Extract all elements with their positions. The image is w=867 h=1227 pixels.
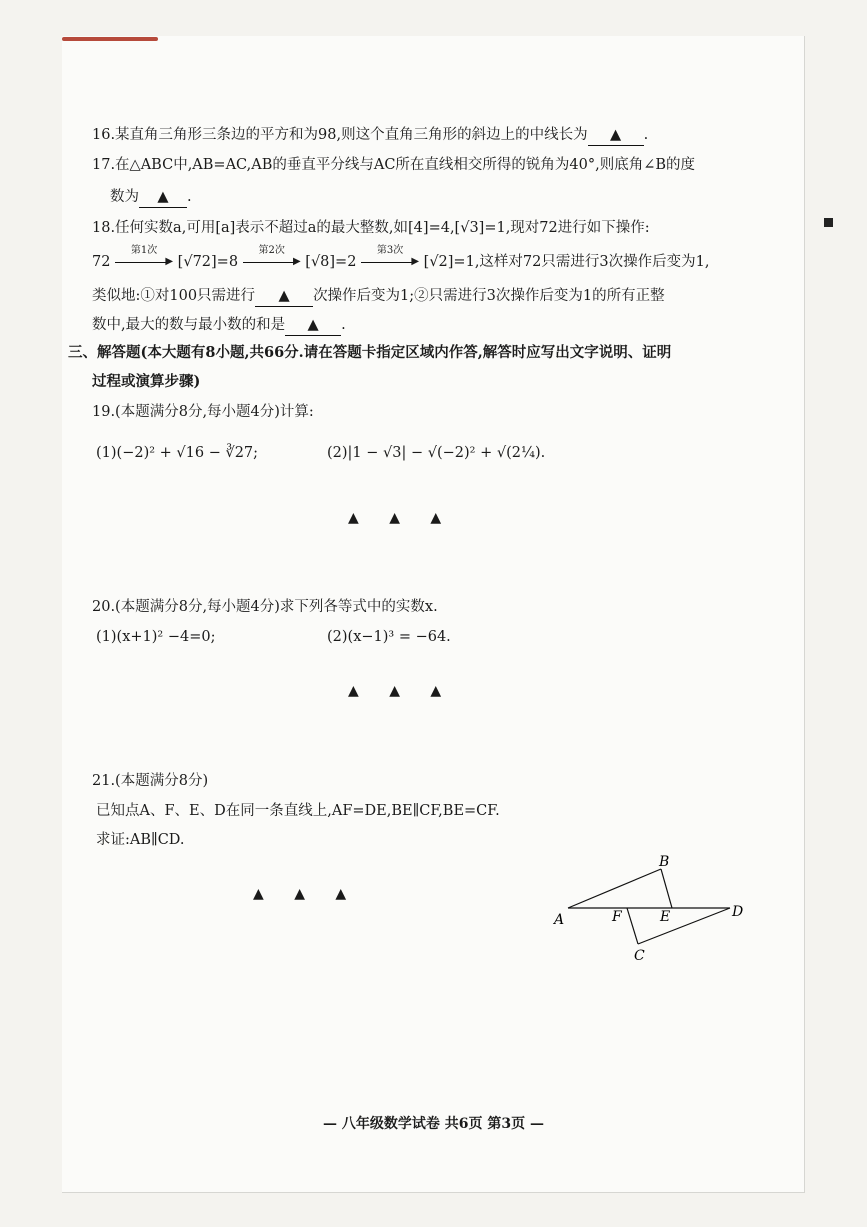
question-19-title: 19.(本题满分8分,每小题4分)计算: <box>92 404 314 420</box>
segment-CF <box>627 908 638 944</box>
label-E: E <box>660 909 671 925</box>
segment-DC <box>638 908 730 944</box>
question-19-part2: (2)|1 − √3| − √(−2)² + √(2¼). <box>327 445 546 461</box>
question-20-title: 20.(本题满分8分,每小题4分)求下列各等式中的实数x. <box>92 599 438 615</box>
question-19-part1: (1)(−2)² + √16 − ∛27; <box>96 445 259 461</box>
operation-arrow-2: 第2次 ▶ <box>243 255 301 269</box>
answer-placeholder-21: ▲ ▲ ▲ <box>253 886 347 902</box>
section-3-header: 三、解答题(本大题有8小题,共66分.请在答题卡指定区域内作答,解答时应写出文字说明、证明 <box>68 344 672 361</box>
question-18-line3: 类似地:①对100只需进行 ▲ 次操作后变为1;②只需进行3次操作后变为1的所有正整 <box>92 286 665 307</box>
label-B: B <box>659 854 670 870</box>
question-17-line2: 数为 ▲ . <box>110 187 192 208</box>
question-20-part1: (1)(x+1)² −4=0; <box>96 629 216 645</box>
question-21-title: 21.(本题满分8分) <box>92 773 209 789</box>
question-21-given: 已知点A、F、E、D在同一条直线上,AF=DE,BE∥CF,BE=CF. <box>96 803 500 819</box>
question-21-prove: 求证:AB∥CD. <box>96 832 185 848</box>
answer-blank-18-2: ▲ <box>285 315 341 336</box>
answer-blank-17: ▲ <box>139 187 187 208</box>
label-F: F <box>612 909 622 925</box>
side-mark-decoration <box>824 218 833 227</box>
question-16-text: 16.某直角三角形三条边的平方和为98,则这个直角三角形的斜边上的中线长为 <box>92 127 588 143</box>
red-mark-decoration <box>62 37 158 41</box>
answer-blank-18-1: ▲ <box>255 286 313 307</box>
page-footer: — 八年级数学试卷 共6页 第3页 — <box>323 1116 544 1132</box>
question-17-line1: 17.在△ABC中,AB=AC,AB的垂直平分线与AC所在直线相交所得的锐角为40°,则底角∠B的度 <box>92 157 696 173</box>
label-C: C <box>634 948 645 964</box>
answer-blank-16: ▲ <box>588 125 644 146</box>
operation-arrow-3: 第3次 ▶ <box>361 255 419 269</box>
question-18-line1: 18.任何实数a,可用[a]表示不超过a的最大整数,如[4]=4,[√3]=1,现对72进行如下操作: <box>92 220 650 236</box>
segment-BE <box>661 869 672 908</box>
question-18-line4: 数中,最大的数与最小数的和是 ▲ . <box>92 315 346 336</box>
question-16: 16.某直角三角形三条边的平方和为98,则这个直角三角形的斜边上的中线长为 ▲ . <box>92 125 648 146</box>
answer-placeholder-19: ▲ ▲ ▲ <box>348 510 442 526</box>
geometry-figure <box>550 848 750 968</box>
label-D: D <box>732 904 744 920</box>
label-A: A <box>554 912 565 928</box>
operation-arrow-1: 第1次 ▶ <box>115 255 173 269</box>
answer-placeholder-20: ▲ ▲ ▲ <box>348 683 442 699</box>
question-20-part2: (2)(x−1)³ = −64. <box>327 629 451 645</box>
section-3-header-cont: 过程或演算步骤) <box>92 373 201 390</box>
question-18-operation-chain: 72 第1次 ▶ [√72]=8 第2次 ▶ [√8]=2 第3次 ▶ [√2]=1,这样对72只需进行3次操作后变为1, <box>92 245 710 270</box>
segment-AB <box>568 869 661 908</box>
